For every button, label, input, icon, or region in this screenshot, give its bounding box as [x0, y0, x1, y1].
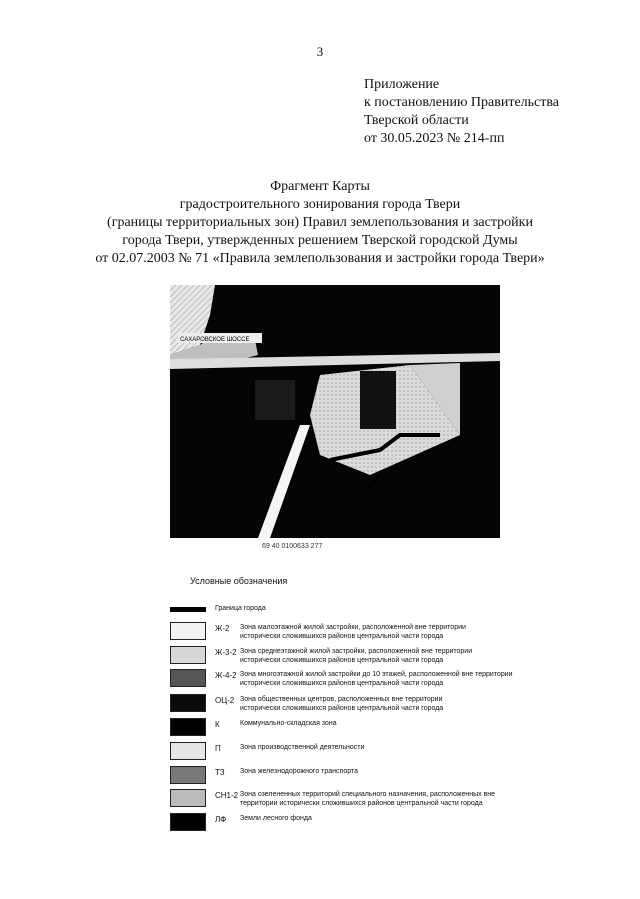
map-street-label: САХАРОВСКОЕ ШОССЕ: [180, 337, 250, 343]
legend-item-zh3-2: [170, 646, 510, 666]
legend-item-city-boundary: [170, 601, 510, 621]
page-number: 3: [316, 44, 324, 59]
legend-text: Зона озелененных территорий специального назначения, расположенных вне территории исторически сложившихся районов центральной части города: [240, 791, 496, 807]
legend-text: Коммунально-складская зона: [240, 720, 337, 727]
legend-swatch: [170, 789, 206, 807]
legend-code: Ж-2: [215, 624, 230, 633]
legend-text: Зона производственной деятельности: [240, 744, 365, 751]
legend-item-oc2: [170, 694, 510, 714]
legend-swatch: [170, 607, 206, 612]
legend-swatch: [170, 646, 206, 664]
legend-item-tz: [170, 766, 510, 786]
title-line: города Твери, утвержденных решением Тверской городской Думы: [122, 233, 518, 248]
zoning-map: [170, 285, 500, 538]
legend-swatch: [170, 622, 206, 640]
legend-swatch: [170, 766, 206, 784]
legend-swatch: [170, 669, 206, 687]
title-line: градостроительного зонирования города Твери: [179, 197, 461, 212]
legend-text: Зона среднеэтажной жилой застройки, расположенной вне территории исторически сложившихся районов центральной части города: [240, 648, 473, 664]
legend-item-zh2: [170, 622, 510, 642]
legend-text: Зона железнодорожного транспорта: [240, 768, 358, 775]
legend-code: ЛФ: [215, 815, 227, 824]
legend-code: ТЗ: [215, 768, 225, 777]
map-building: [255, 380, 295, 420]
cadastral-number: 69 40 0100633 277: [262, 543, 323, 550]
appendix-line: к постановлению Правительства: [364, 95, 560, 110]
legend-item-lf: [170, 813, 510, 833]
legend-text: Зона малоэтажной жилой застройки, расположенной вне территории исторически сложившихся районов центральной части города: [240, 624, 466, 640]
title-line: от 02.07.2003 № 71 «Правила землепользования и застройки города Твери»: [95, 251, 545, 266]
legend-item-p: [170, 742, 510, 762]
zoning-map-graphic: [170, 285, 500, 538]
appendix-line: Приложение: [364, 77, 440, 92]
appendix-line: от 30.05.2023 № 214-пп: [364, 131, 505, 146]
legend-code: СН1-2: [215, 791, 239, 800]
legend-code: ОЦ-2: [215, 696, 235, 705]
legend-item-k: [170, 718, 510, 738]
legend-text: Зона общественных центров, расположенных вне территории исторически сложившихся районов центральной части города: [240, 696, 444, 712]
legend-swatch: [170, 813, 206, 831]
appendix-block: [364, 76, 559, 148]
document-title: [0, 178, 640, 268]
appendix-line: Тверской области: [364, 113, 469, 128]
title-line: Фрагмент Карты: [270, 179, 370, 194]
legend-item-sn1-2: [170, 789, 510, 809]
legend-code: Ж-4-2: [215, 671, 237, 680]
legend-text: Земли лесного фонда: [240, 815, 312, 822]
legend-swatch: [170, 718, 206, 736]
legend-text: Зона многоэтажной жилой застройки до 10 этажей, расположенной вне территории исторически сложившихся районов центральной части города: [240, 671, 513, 687]
map-building: [360, 371, 396, 429]
legend-code: Ж-3-2: [215, 648, 237, 657]
title-line: (границы территориальных зон) Правил землепользования и застройки: [107, 215, 533, 230]
legend-text: Граница города: [215, 605, 266, 612]
legend-code: П: [215, 744, 221, 753]
legend-title: Условные обозначения: [190, 576, 288, 586]
legend-swatch: [170, 694, 206, 712]
legend-swatch: [170, 742, 206, 760]
legend-item-zh4-2: [170, 669, 513, 689]
legend-code: К: [215, 720, 220, 729]
